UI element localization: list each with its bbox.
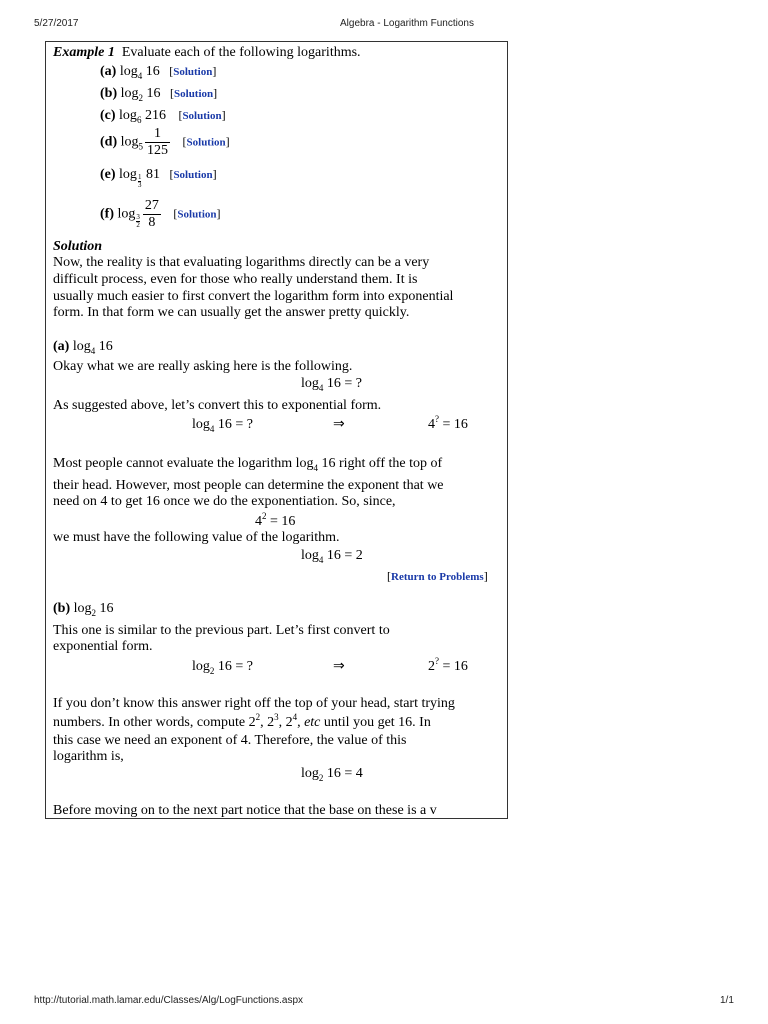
paragraph-line: This one is similar to the previous part. Let’s first convert to [53,623,390,638]
solution-link-c[interactable]: Solution [182,110,222,122]
solution-link-e[interactable]: Solution [173,169,213,181]
paragraph-line: need on 4 to get 16 once we do the exponentiation. So, since, [53,494,396,509]
paragraph-line: numbers. In other words, compute $2^2$, $2^3$, $2^4$, etc until you get 16. In [53,712,431,730]
implies-arrow: ⇒ [333,417,345,432]
intro-line: Now, the reality is that evaluating logarithms directly can be a very [53,255,430,270]
print-date: 5/27/2017 [34,18,79,29]
problem-f: (f) log $\frac{3}{2}$ $\frac{27}{8}$ [Solution] [100,198,221,230]
part-a-heading: (a) $\log_4 16$ [53,339,113,356]
example-prompt: Evaluate each of the following logarithms. [121,45,361,60]
paragraph-line: If you don’t know this answer right off the top of your head, start trying [53,696,455,711]
equation: $\log_4 16$ = ? [301,376,362,393]
equation: $\log_4 16$ = ? [192,417,253,434]
solution-link-a[interactable]: Solution [173,66,213,78]
paragraph-line: Most people cannot evaluate the logarithm $\log_4 16$ right off the top of [53,456,443,473]
solution-heading: Solution [53,239,103,254]
fraction: $\frac{1}{125}$ [147,126,169,158]
problem-b: (b) $\log_2 16$ [Solution] [100,86,218,103]
equation: 4? = 16 [428,414,468,432]
base-fraction: $\frac{1}{3}$ [137,173,142,189]
part-b-heading: (b) $\log_2 16$ [53,601,114,618]
return-to-problems: [Return to Problems] [387,569,488,583]
equation: $\log_2 16$ = ? [192,659,253,676]
problem-e: (e) log $\frac{1}{3} 81$ [Solution] [100,167,217,189]
intro-line: usually much easier to first convert the logarithm form into exponential [53,289,454,304]
problem-d: (d) $\log_5$ $\frac{1}{125}$ [Solution] [100,126,230,158]
content-frame [45,41,508,819]
solution-link-d[interactable]: Solution [186,136,226,149]
return-link-a[interactable]: Return to Problems [391,571,484,583]
equation: 2? = 16 [428,656,468,674]
solution-link-b[interactable]: Solution [174,88,214,100]
print-title: Algebra - Logarithm Functions [340,18,474,29]
paragraph-line: we must have the following value of the logarithm. [53,530,340,545]
intro-line: difficult process, even for those who really understand them. It is [53,272,418,287]
problem-a: (a) $\log_4 16$ [Solution] [100,64,217,81]
example-label: Example 1 [53,45,115,60]
intro-line: form. In that form we can usually get the answer pretty quickly. [53,305,410,320]
paragraph-line: Okay what we are really asking here is the following. [53,359,353,374]
base-fraction: $\frac{3}{2}$ [136,212,140,229]
footer-page: 1/1 [720,995,734,1006]
equation: $4^2 = 16$ [255,511,296,529]
paragraph-line: their head. However, most people can determine the exponent that we [53,478,444,493]
solution-link-f[interactable]: Solution [177,208,217,221]
problem-c: (c) $\log_6 216$ [Solution] [100,108,226,125]
example-heading [53,45,361,61]
paragraph-line: Before moving on to the next part notice that the base on these is a v [53,803,437,818]
paragraph-line: logarithm is, [53,749,124,764]
footer-url: http://tutorial.math.lamar.edu/Classes/Alg/LogFunctions.aspx [34,995,304,1006]
equation: $\log_4 16 = 2$ [301,548,363,565]
paragraph-line: this case we need an exponent of 4. Therefore, the value of this [53,733,407,748]
equation: $\log_2 16 = 4$ [301,766,363,783]
implies-arrow: ⇒ [333,659,345,674]
fraction: $\frac{27}{8}$ [144,198,159,230]
paragraph-line: exponential form. [53,639,153,654]
paragraph-line: As suggested above, let’s convert this to exponential form. [53,398,382,413]
